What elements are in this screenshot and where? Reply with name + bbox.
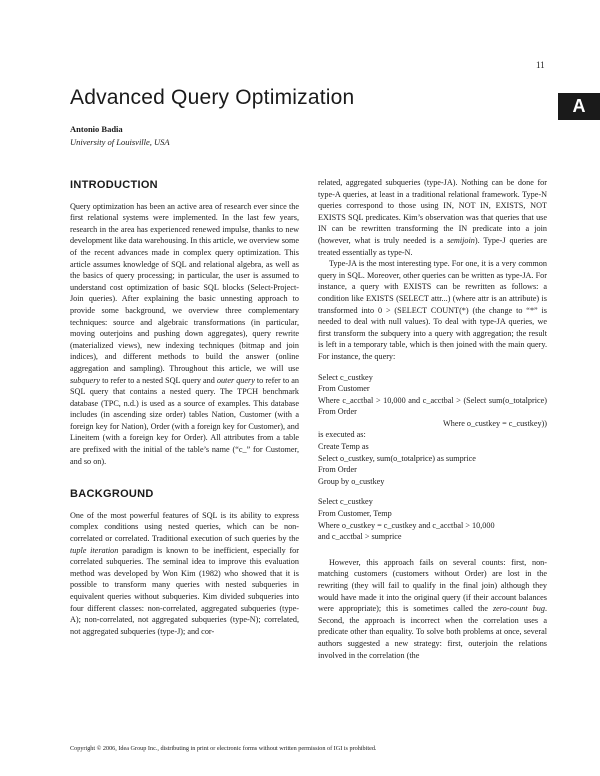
author-name: Antonio Badia — [70, 124, 123, 134]
code-line: Select c_custkey — [318, 497, 373, 507]
code-line: and c_acctbal > sumprice — [318, 532, 402, 542]
right-column — [318, 177, 547, 661]
code-line: Select c_custkey — [318, 372, 373, 382]
code-line: From Customer — [318, 384, 370, 394]
code-line: From Order — [318, 465, 357, 475]
background-paragraph: One of the most powerful features of SQL is its ability to express complex conditions using nested queries, which can be non-correlated or correlated. Traditional execution of such queries by the tuple iteration paradigm is known to be inefficient, especially for correlated subqueries. The seminal idea to improve this evaluation method was developed by Won Kim (1982) who showed that it is possible to transform many queries with nested subqueries in equivalent queries without subqueries. Kim divided subqueries into four different classes: non-correlated, aggregated subqueries (type-A); non-correlated, not aggregated subqueries (type-N); correlated, not aggregated subqueries (type-J); and cor- — [70, 510, 299, 636]
code-line: is executed as: — [318, 430, 366, 440]
left-column — [70, 180, 299, 637]
code-line: Select o_custkey, sum(o_totalprice) as sumprice — [318, 453, 476, 463]
copyright-footer: Copyright © 2006, Idea Group Inc., distributing in print or electronic forms without written permission of IGI is prohibited. — [70, 745, 377, 752]
background-heading: BACKGROUND — [70, 488, 154, 501]
code-line: Where c_acctbal > 10,000 and c_acctbal > (Select sum(o_totalprice) From Order — [318, 395, 547, 417]
code-line: From Customer, Temp — [318, 509, 392, 519]
introduction-heading: INTRODUCTION — [70, 179, 158, 191]
introduction-paragraph: Query optimization has been an active area of research ever since the first relational systems were implemented. In the last few years, research in the area has experienced renewed impulse, thanks to new development like data warehousing. In this article, we overview some of the recent advances made in complex query optimization. This article assumes knowledge of SQL and relational algebra, as well as the basics of query processing; in particular, the user is assumed to understand cost optimization of basic SQL blocks (Select-Project-Join queries). After explaining the basic unnesting approach to provide some background, we overview three complementary techniques: source and algebraic transformations (in particular, moving outerjoins and pushing down aggregates), query rewrite (materialized views), new indexing techniques (bitmap and join indices), and different methods to build the answer (online aggregation and sampling). Throughout this article, we will use subquery to refer to a nested SQL query and outer query to refer to an SQL query that contains a nested query. The TPCH benchmark database (TPC, n.d.) is used as a source of examples. This database includes (in ascending size order) tables Nation, Customer (with a foreign key for Nation), Order (with a foreign key for Customer), and Lineitem (with a foreign key for Order). All attributes from a table are prefixed with the initial of the table’s name (“c_” for Customer, and so on). — [70, 201, 299, 466]
page-number: 11 — [536, 60, 545, 70]
code-line: Where o_custkey = c_custkey)) — [443, 418, 547, 428]
author-affiliation: University of Louisville, USA — [70, 137, 170, 147]
section-tab: A — [558, 93, 600, 120]
code-line: Where o_custkey = c_custkey and c_acctbal > 10,000 — [318, 520, 495, 530]
code-line: Create Temp as — [318, 442, 369, 452]
code-line: Group by o_custkey — [318, 476, 385, 486]
rewritten-query — [318, 496, 547, 542]
query-example — [318, 372, 547, 488]
article-title: Advanced Query Optimization — [70, 86, 355, 109]
however-paragraph: However, this approach fails on several counts: first, non-matching customers (customers without Order) are lost in the rewriting (they will fail to qualify in the final join) although they would have made it into the original query (if their account balances were appropriate); this is sometimes called the zero-count bug. Second, the approach is incorrect when the correlation uses a predicate other than equality. To solve both problems at once, several authors suggested a new strategy: first, outerjoin the relations involved in the correlation (the — [318, 557, 547, 660]
continued-paragraph: related, aggregated subqueries (type-JA). Nothing can be done for type-A queries, at least in a traditional relational framework. Type-N queries correspond to those using IN, NOT IN, EXISTS, NOT EXISTS SQL predicates. Kim’s observation was that queries that use IN can be rewritten transforming the IN predicate into a join (however, what is truly needed is a semijoin). Type-J queries are treated essentially as type-N. — [318, 178, 547, 257]
type-ja-paragraph: Type-JA is the most interesting type. For one, it is a very common query in SQL. Moreover, other queries can be written as type-JA. For instance, a query with EXISTS can be rewritten as follows: a condition like EXISTS (SELECT attr...) (where attr is an attribute) is transformed into 0 > (SELECT COUNT(*) (the change to “*” is needed to deal with null values). To deal with type-JA queries, we first transform the subquery into a query with aggregation; the result is left in a temporary table, which is then joined with the main query. For instance, the query: — [318, 259, 547, 361]
